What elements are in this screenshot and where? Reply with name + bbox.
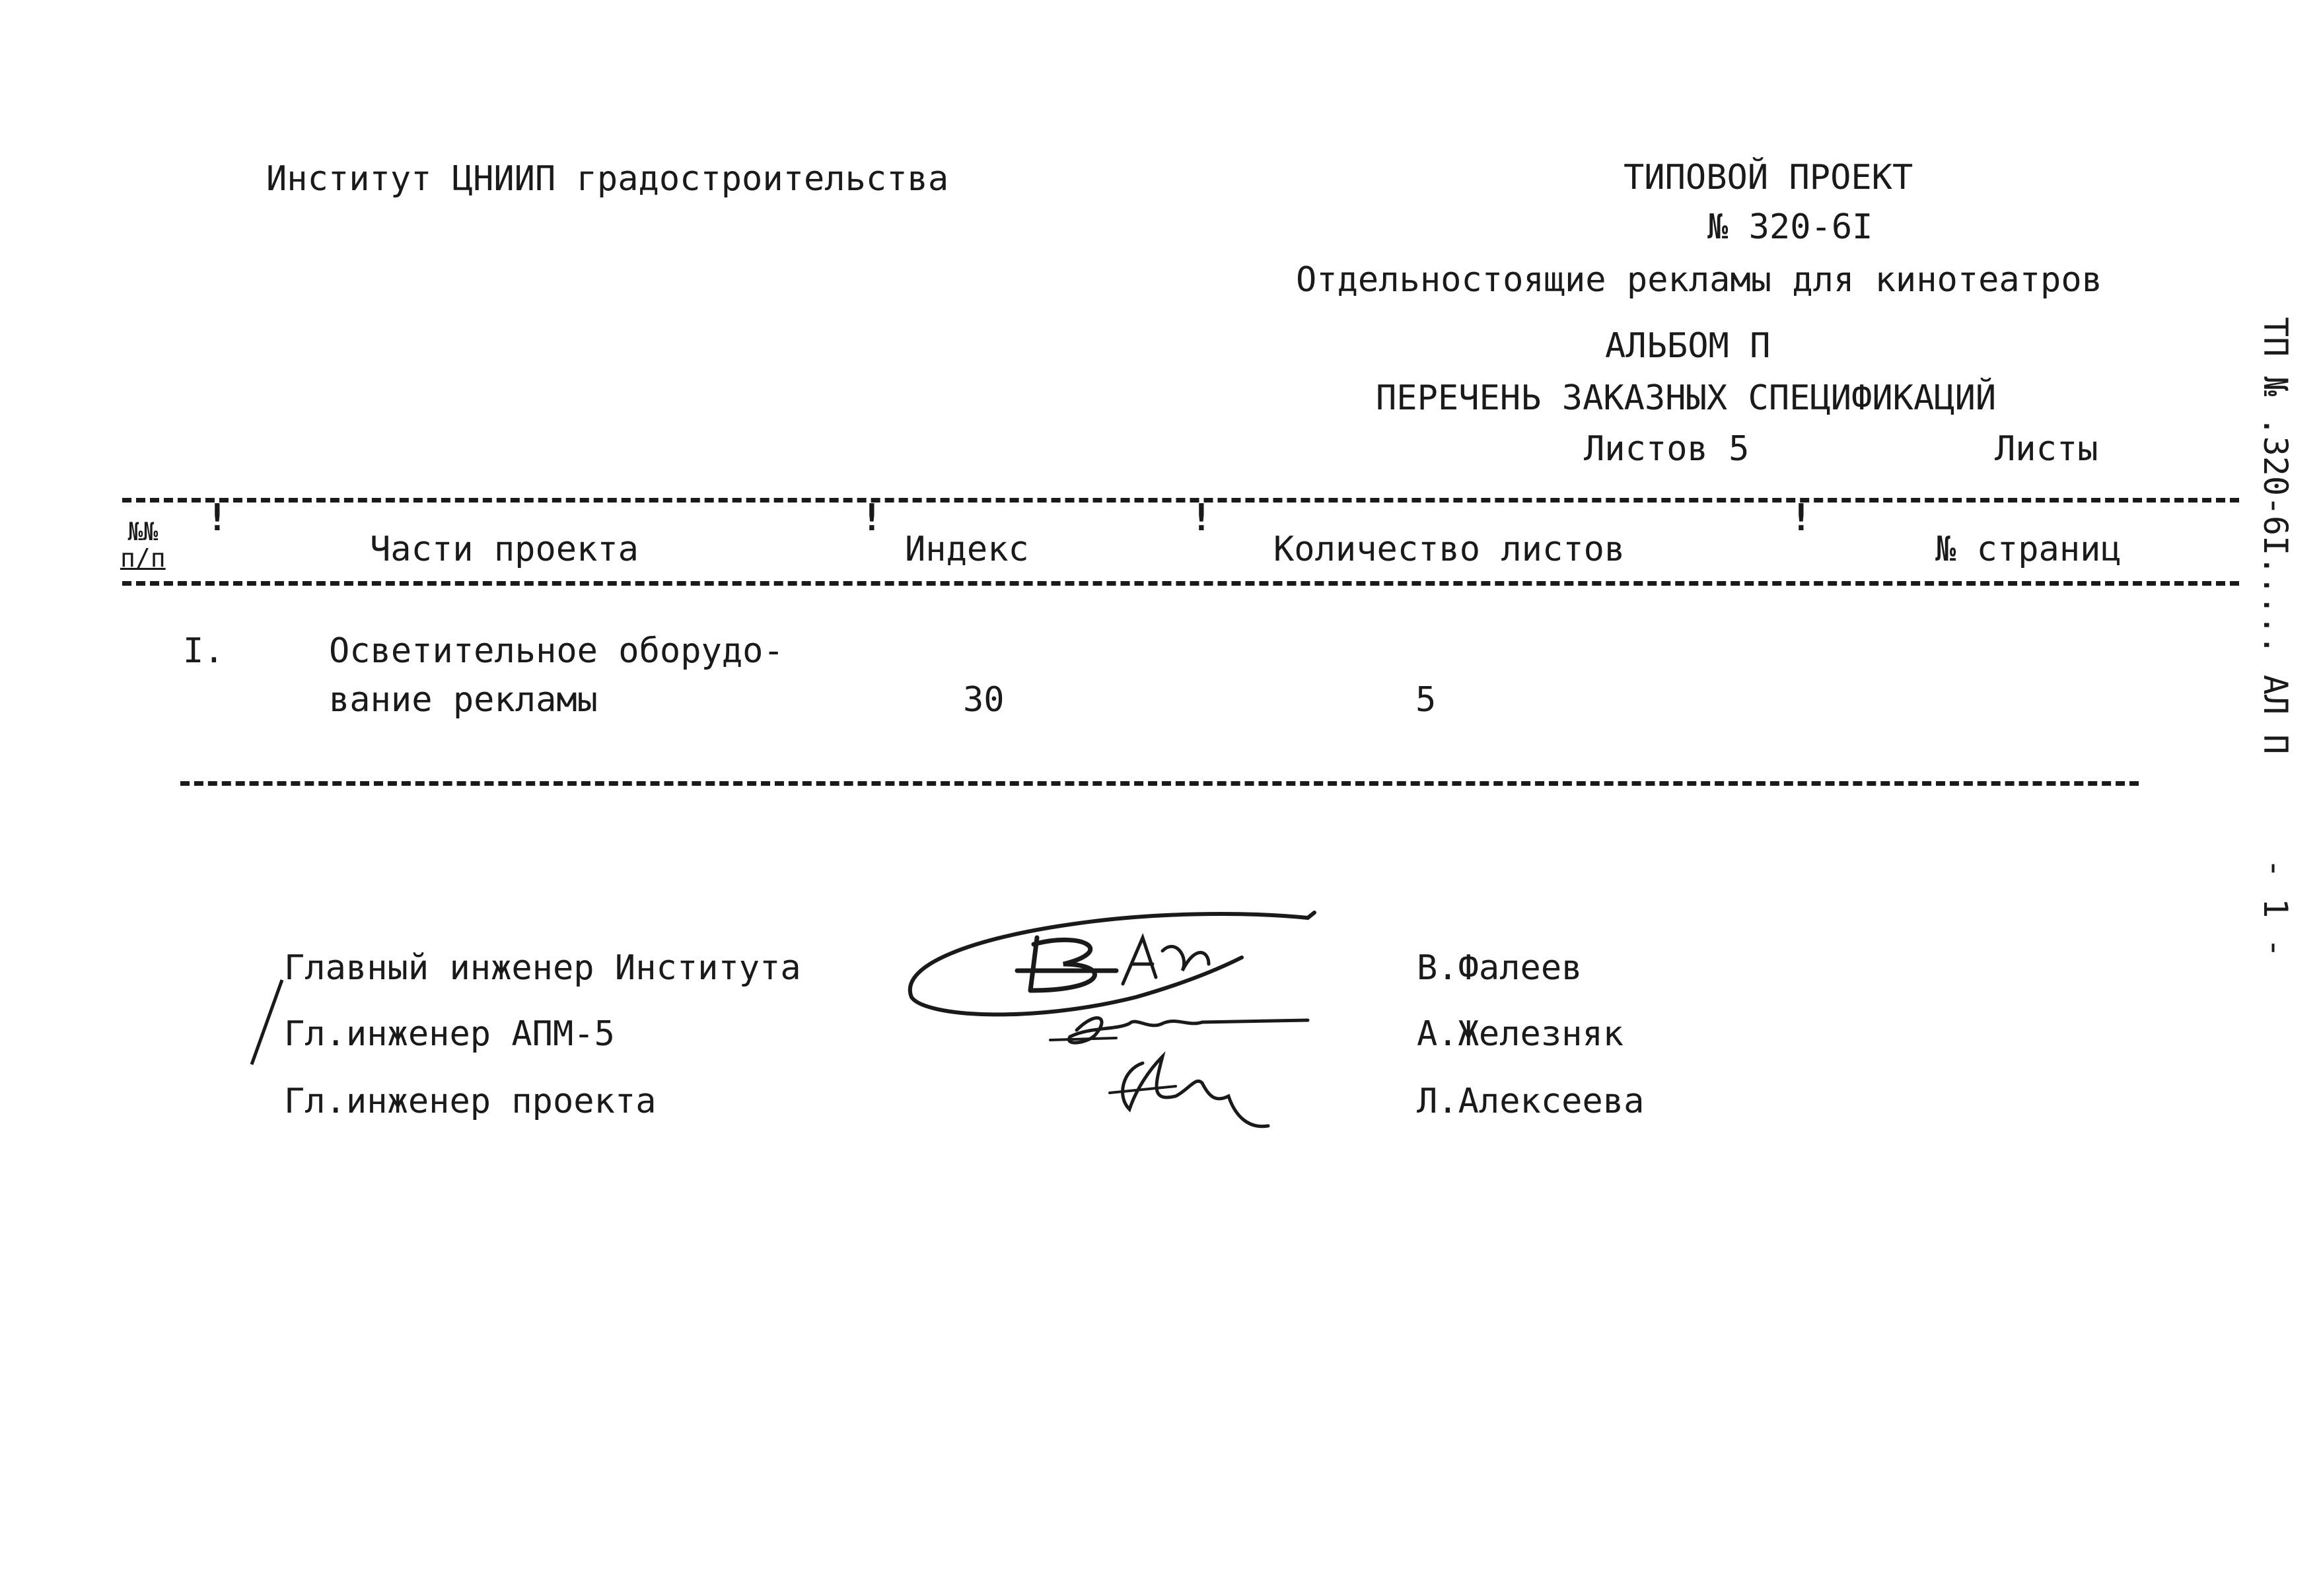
project-title: Отдельностоящие рекламы для кинотеатров: [1296, 260, 2102, 300]
signature-name-2: А.Железняк: [1417, 1014, 1624, 1054]
row-part-line1: Осветительное оборудо-: [329, 631, 784, 671]
row-sheets: 5: [1415, 680, 1437, 720]
sheets-label: Листы: [1995, 429, 2098, 469]
table-top-rule: [122, 498, 2239, 503]
column-header-parts: Части проекта: [370, 530, 639, 569]
column-header-pages: № страниц: [1935, 530, 2122, 569]
signature-position-2: Гл.инженер АПМ-5: [284, 1014, 615, 1054]
list-title: ПЕРЕЧЕНЬ ЗАКАЗНЫХ СПЕЦИФИКАЦИЙ: [1376, 378, 1997, 418]
institute-name: Институт ЦНИИП градостроительства: [266, 159, 949, 199]
row-index: 30: [963, 680, 1005, 720]
side-stamp-code: ТП № .320-6I..... АЛ П: [2256, 317, 2295, 755]
column-header-number-line1: №№: [127, 517, 159, 546]
column-header-number-line2: п/п: [120, 543, 166, 572]
column-header-sheets: Количество листов: [1273, 530, 1625, 569]
column-separator: !: [1790, 497, 1812, 539]
signature-position-1: Главный инженер Института: [284, 948, 801, 988]
pen-slash-mark: [248, 977, 287, 1070]
row-number: I.: [183, 631, 225, 671]
project-number: № 320-6I: [1707, 207, 1873, 247]
side-stamp-page: - 1 -: [2256, 858, 2295, 958]
column-header-index: Индекс: [905, 530, 1029, 569]
column-separator: !: [1190, 497, 1213, 539]
row-part-line2: вание рекламы: [329, 680, 598, 720]
column-header-number: [120, 519, 166, 572]
table-bottom-rule: [180, 781, 2139, 786]
table-header-rule: [122, 581, 2239, 586]
column-separator: !: [206, 497, 229, 539]
project-type: ТИПОВОЙ ПРОЕКТ: [1624, 158, 1913, 197]
column-separator: !: [861, 497, 883, 539]
signature-position-3: Гл.инженер проекта: [284, 1082, 657, 1121]
signature-name-3: Л.Алексеева: [1417, 1082, 1645, 1121]
album-label: АЛЬБОМ П: [1605, 326, 1771, 366]
signature-name-1: В.Фалеев: [1417, 948, 1583, 988]
sheets-count: Листов 5: [1584, 429, 1750, 469]
handwritten-signatures: [898, 898, 1321, 1149]
